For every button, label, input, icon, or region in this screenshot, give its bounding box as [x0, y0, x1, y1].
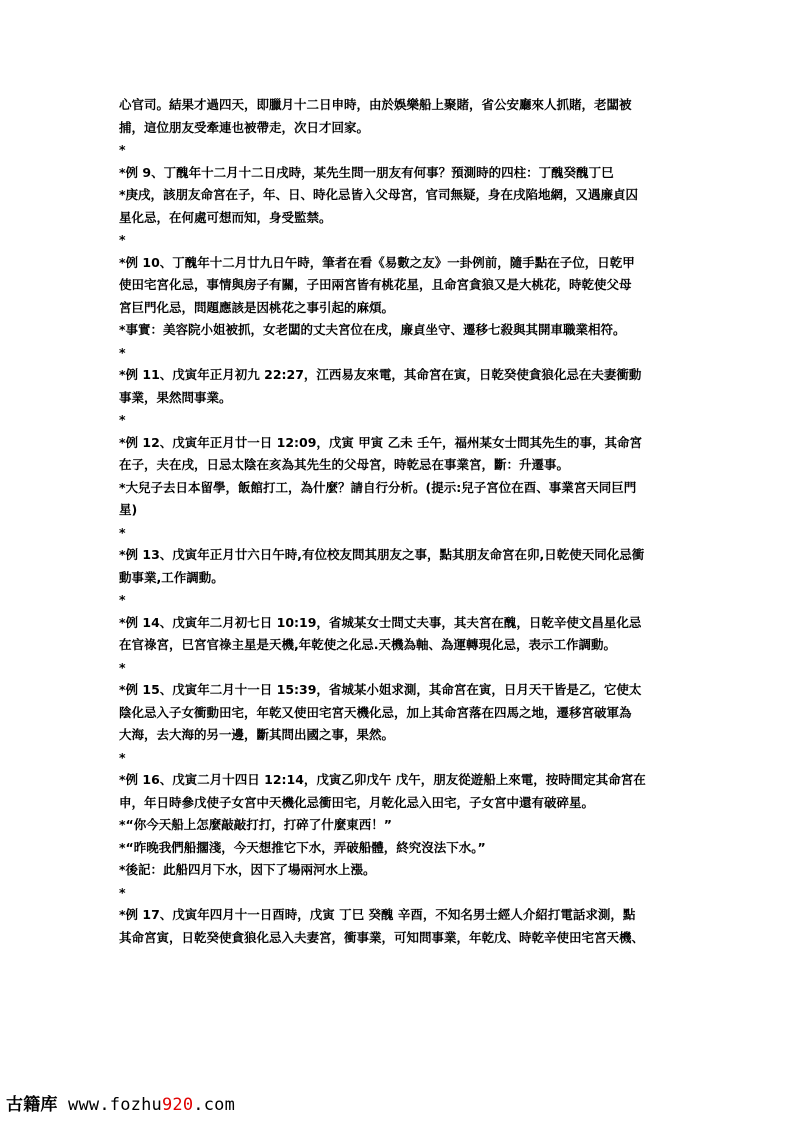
text-line: * [119, 142, 126, 157]
footer-watermark [6, 1090, 235, 1114]
text-line: 事業，果然問事業。 [119, 389, 232, 405]
document-body [119, 94, 679, 949]
text-line: * [119, 659, 126, 675]
text-line: *事實：美容院小姐被抓，女老闆的丈夫宮位在戌，廉貞坐守、遷移七殺與其開車職業相符。 [119, 322, 626, 337]
text-line: 動事業,工作調動。 [119, 569, 224, 585]
text-line: * [119, 412, 126, 427]
text-line: 在子，夫在戌，日忌太陰在亥為其先生的父母宮，時乾忌在事業宮，斷：升遷事。 [119, 457, 570, 472]
text-line: 星) [119, 502, 138, 517]
text-line: 使田宅宮化忌，事情與房子有關，子田兩宮皆有桃花星，且命宮貪狼又是大桃花，時乾使父母 [119, 277, 632, 292]
text-line: 在官祿宮，巳宮官祿主星是天機,年乾使之化忌.天機為軸、為運轉現化忌，表示工作調動。 [119, 637, 616, 652]
text-line: 心官司。結果才過四天，即臘月十二日申時，由於娛樂船上聚賭，省公安廳來人抓賭，老闆被 [119, 97, 632, 112]
text-line: * [119, 232, 126, 247]
text-line: *例 11、戊寅年正月初九 22:27，江西易友來電，其命宮在寅，日乾癸使貪狼化忌在夫妻衝動 [119, 367, 642, 382]
text-line: 宮巨門化忌，問題應該是因桃花之事引起的麻煩。 [119, 299, 395, 315]
footer-url-suffix: .com [193, 1095, 236, 1115]
text-line: 捕，這位朋友受牽連也被帶走，次日才回家。 [119, 119, 370, 135]
text-line: 陰化忌入子女衝動田宅，年乾又使田宅宮天機化忌，加上其命宮落在四馬之地，遷移宮破軍為 [119, 704, 632, 720]
text-line: * [119, 344, 126, 360]
text-line: * [119, 592, 126, 607]
text-line: 其命宮寅，日乾癸使貪狼化忌入夫妻宮，衝事業，可知問事業，年乾戊、時乾辛使田宅宮天機、 [119, 929, 645, 945]
text-line: *例 12、戊寅年正月廿一日 12:09，戊寅 甲寅 乙未 壬午，福州某女士問其先生的事，其命宮 [119, 434, 642, 450]
footer-url-number: 920 [161, 1095, 194, 1115]
text-line: *例 16、戊寅二月十四日 12:14，戊寅乙卯戊午 戊午，朋友從遊船上來電，按時間定其命宮在 [119, 772, 646, 787]
text-line: 大海，去大海的另一邊，斷其問出國之事，果然。 [119, 727, 395, 742]
footer-site-name: 古籍库 [6, 1095, 58, 1115]
footer-url-prefix: www.fozhu [68, 1095, 162, 1115]
text-line: 申，年日時參戊使子女宮中天機化忌衝田宅，月乾化忌入田宅，子女宮中還有破碎星。 [119, 794, 595, 810]
text-line: *“你今天船上怎麼敲敲打打，打碎了什麼東西！” [119, 817, 392, 832]
text-line: *例 15、戊寅年二月十一日 15:39，省城某小姐求測，其命宮在寅，日月天干皆是乙，它使太 [119, 682, 642, 697]
text-line: *例 13、戊寅年正月廿六日午時,有位校友問其朋友之事，點其朋友命宮在卯,日乾使天同化忌衝 [119, 547, 645, 562]
text-line: 星化忌，在何處可想而知，身受監禁。 [119, 209, 332, 225]
text-line: *例 17、戊寅年四月十一日酉時，戊寅 丁巳 癸醜 辛酉，不知名男士經人介紹打電話求測，點 [119, 907, 636, 922]
text-line: * [119, 524, 126, 540]
text-line: *大兒子去日本留學，飯館打工，為什麼？請自行分析。(提示:兒子宮位在酉、事業宮天同巨門 [119, 479, 637, 495]
text-line: *“昨晚我們船擱淺，今天想推它下水，弄破船體，終究沒法下水。” [119, 839, 486, 855]
text-line: *庚戌，該朋友命宮在子，年、日、時化忌皆入父母宮，官司無疑，身在戌陷地網，又遇廉貞囚 [119, 187, 639, 202]
text-line: *例 10、丁醜年十二月廿九日午時，筆者在看《易數之友》一卦例前，隨手點在子位，日乾甲 [119, 254, 635, 270]
text-line: * [119, 884, 126, 900]
text-line: *例 9、丁醜年十二月十二日戌時，某先生問一朋友有何事？預測時的四柱：丁醜癸醜丁巳 [119, 164, 614, 180]
text-line: *例 14、戊寅年二月初七日 10:19，省城某女士問丈夫事，其夫宮在醜，日乾辛使文昌星化忌 [119, 614, 642, 630]
text-line: * [119, 749, 126, 765]
text-line: *後記：此船四月下水，因下了場兩河水上漲。 [119, 862, 376, 877]
